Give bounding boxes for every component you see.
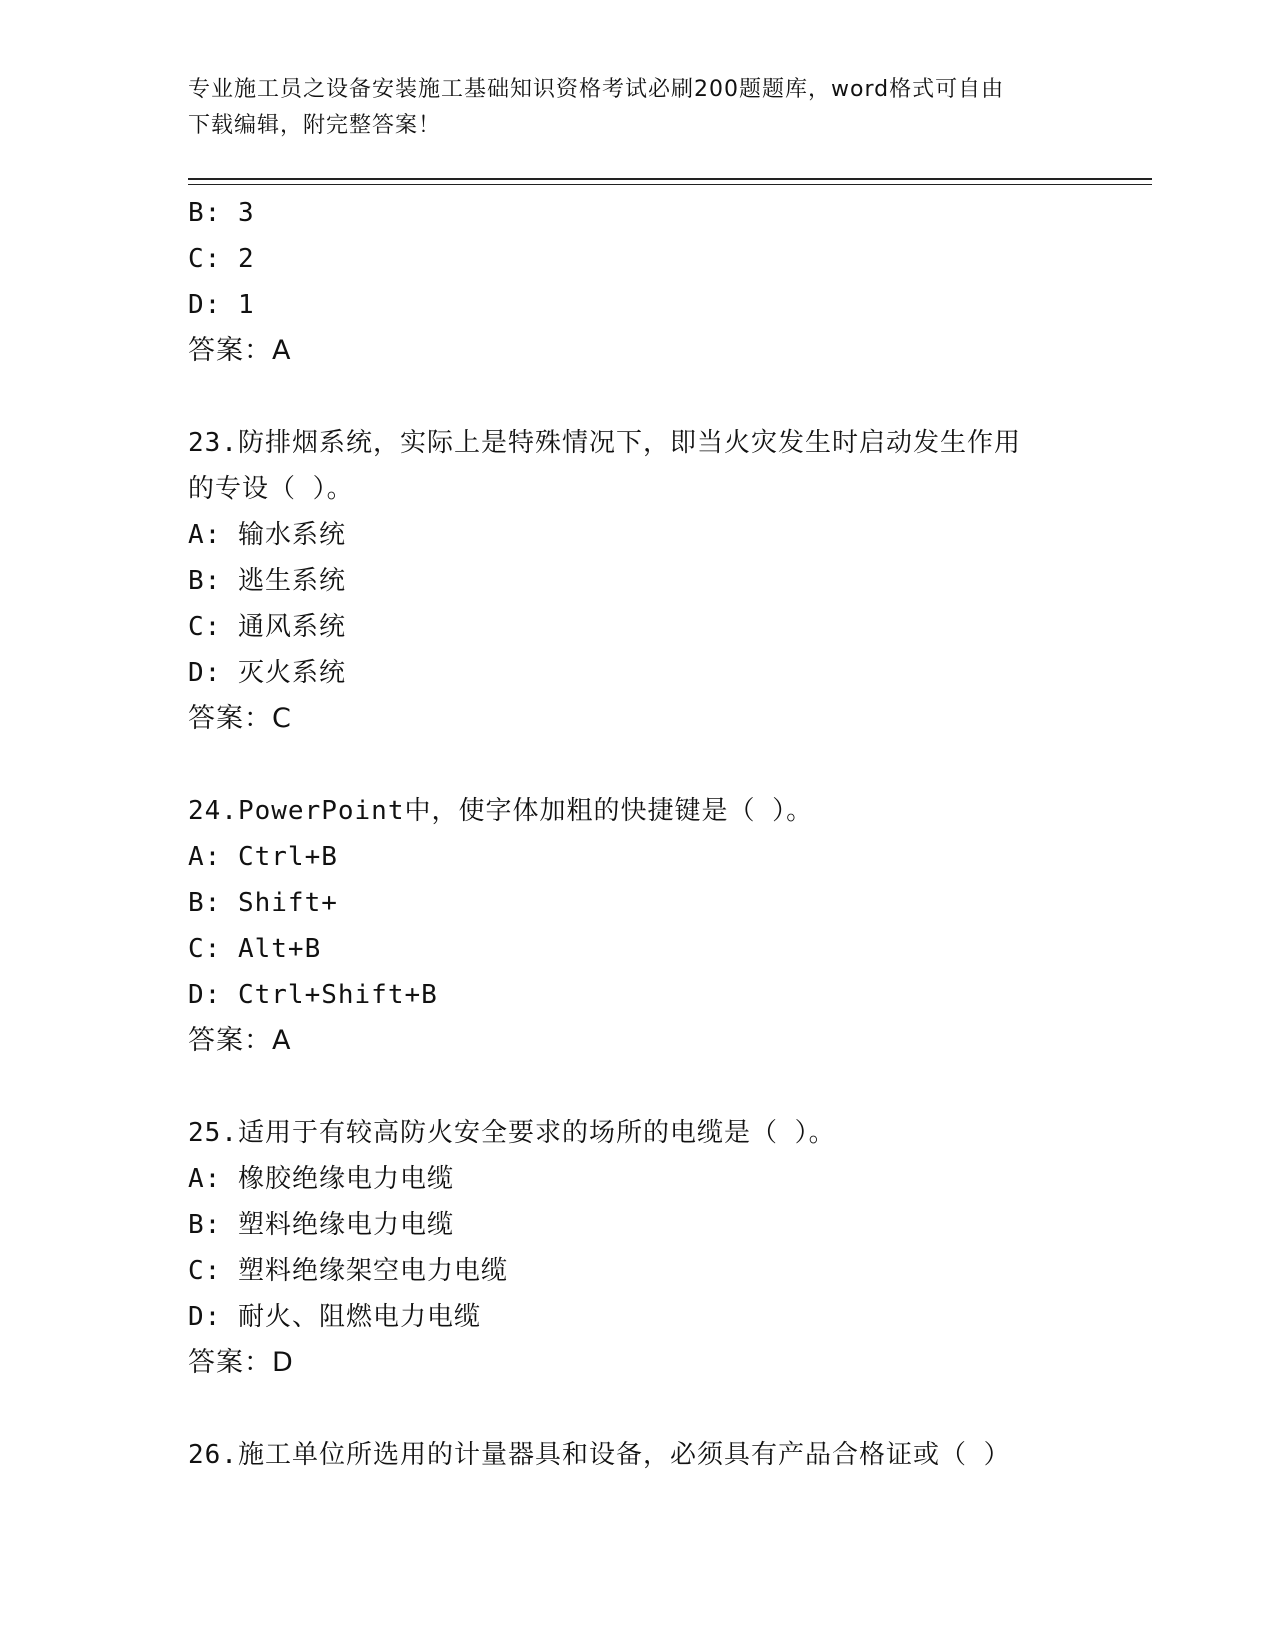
option-line: D: 1 [188,290,255,320]
question-stem-continued: 的专设（ ）。 [188,474,354,504]
document-header [188,72,1088,144]
option-line: C: 塑料绝缘架空电力电缆 [188,1256,508,1286]
option-line: C: 通风系统 [188,612,346,642]
answer-line: 答案：A [188,1025,292,1056]
question-list [188,190,1128,1478]
option-line: C: Alt+B [188,934,322,964]
option-line: A: 橡胶绝缘电力电缆 [188,1164,454,1194]
header-rule-thin [188,184,1152,185]
spacer [188,1386,1128,1432]
spacer [188,742,1128,788]
option-line: B: 塑料绝缘电力电缆 [188,1210,454,1240]
option-line: D: 灭火系统 [188,658,346,688]
question-stem: 25.适用于有较高防火安全要求的场所的电缆是（ ）。 [188,1118,836,1148]
spacer [188,374,1128,420]
question-stem: 26.施工单位所选用的计量器具和设备，必须具有产品合格证或（ ） [188,1440,1011,1470]
option-line: D: 耐火、阻燃电力电缆 [188,1302,481,1332]
option-line: A: 输水系统 [188,520,346,550]
option-line: B: 逃生系统 [188,566,346,596]
header-rule-thick [188,178,1152,180]
answer-line: 答案：C [188,703,292,734]
option-line: B: 3 [188,198,255,228]
header-line-2: 下载编辑，附完整答案！ [188,113,442,138]
answer-line: 答案：D [188,1347,294,1378]
spacer [188,1064,1128,1110]
option-line: D: Ctrl+Shift+B [188,980,438,1010]
answer-line: 答案：A [188,335,292,366]
header-line-1: 专业施工员之设备安装施工基础知识资格考试必刷200题题库，word格式可自由 [188,77,1005,102]
question-stem: 23.防排烟系统，实际上是特殊情况下，即当火灾发生时启动发生作用 [188,428,1021,458]
option-line: C: 2 [188,244,255,274]
question-stem: 24.PowerPoint中，使字体加粗的快捷键是（ ）。 [188,796,814,826]
option-line: A: Ctrl+B [188,842,338,872]
option-line: B: Shift+ [188,888,338,918]
